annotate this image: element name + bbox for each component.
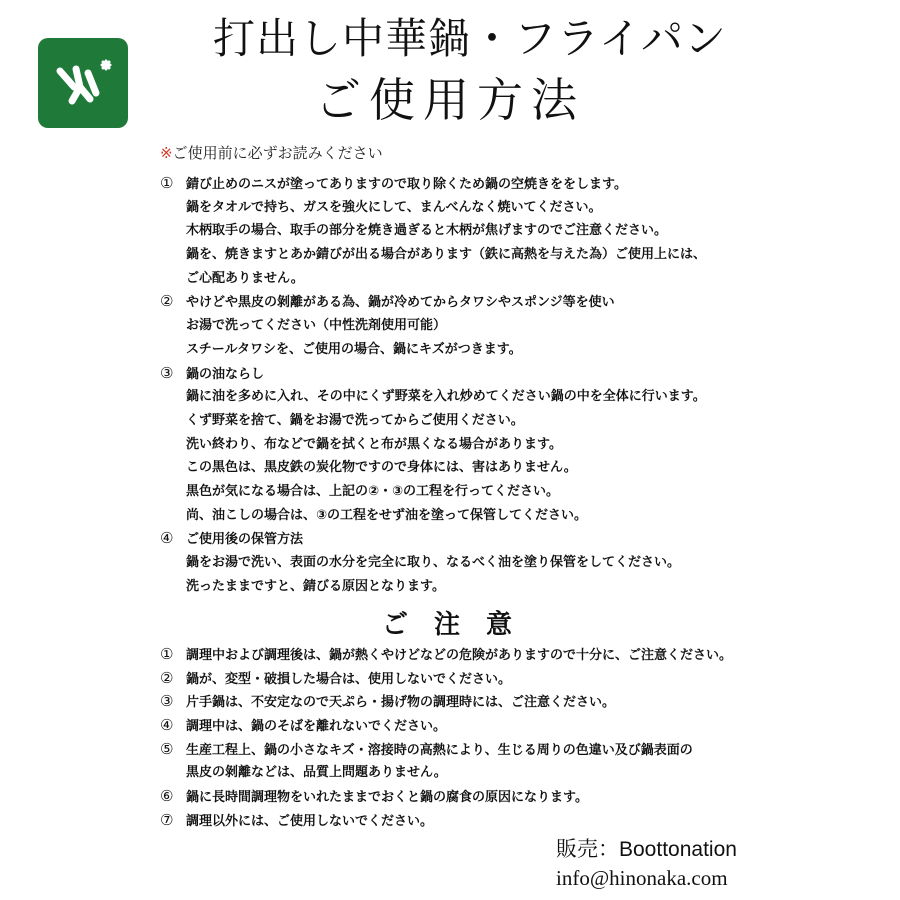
usage-item-line: 鍋の油ならし [186, 366, 265, 382]
caution-item-line: 調理以外には、ご使用しないでください。 [186, 813, 434, 829]
usage-item-continuation [160, 409, 860, 433]
caution-heading: ご注意 [381, 610, 538, 640]
caution-item [160, 643, 860, 667]
seller-info [556, 836, 737, 892]
usage-item [160, 527, 860, 551]
usage-item-number: ③ [160, 363, 174, 382]
usage-item-line: 鍋をタオルで持ち、ガスを強火にして、まんべんなく焼いてください。 [186, 199, 602, 215]
usage-item-continuation [160, 243, 860, 267]
caution-item-number: ⑦ [160, 810, 174, 829]
usage-item-number: ② [160, 292, 174, 311]
usage-item-continuation [160, 456, 860, 480]
seller-label: 販売：Boottonation [556, 838, 737, 861]
usage-item-continuation [160, 504, 860, 528]
caution-item-number: ② [160, 668, 174, 687]
caution-item-number: ⑥ [160, 787, 174, 806]
usage-item [160, 290, 860, 314]
caution-item-number: ④ [160, 716, 174, 735]
usage-item-line: 木柄取手の場合、取手の部分を焼き過ぎると木柄が焦げますのでご注意ください。 [186, 223, 668, 239]
notice-mark: ※ [160, 144, 173, 162]
caution-item-number: ① [160, 645, 174, 663]
usage-item-line: ご使用後の保管方法 [186, 532, 304, 548]
caution-item-number: ③ [160, 692, 174, 711]
caution-item [160, 667, 860, 691]
caution-item-continuation [160, 761, 860, 785]
caution-item [160, 785, 860, 809]
usage-item-continuation [160, 480, 860, 504]
caution-item-line: 生産工程上、鍋の小さなキズ・溶接時の高熱により、生じる周りの色違い及び鍋表面の [186, 742, 693, 758]
caution-item-line: 鍋が、変型・破損した場合は、使用しないでください。 [186, 671, 512, 687]
caution-list [160, 643, 860, 833]
usage-item-line: 鍋をお湯で洗い、表面の水分を完全に取り、なるべく油を塗り保管をしてください。 [186, 555, 681, 570]
usage-item-line: ご心配ありません。 [186, 270, 304, 286]
usage-item-line: 鍋に油を多めに入れ、その中にくず野菜を入れ炒めてください鍋の中を全体に行います。 [186, 389, 706, 405]
usage-item-line: 洗ったままですと、錆びる原因となります。 [186, 578, 445, 594]
usage-item [160, 362, 860, 386]
usage-item-continuation [160, 551, 860, 575]
usage-item-continuation [160, 219, 860, 243]
usage-instructions [160, 172, 860, 598]
usage-item-line: この黒色は、黒皮鉄の炭化物ですので身体には、害はありません。 [186, 460, 577, 476]
caution-item [160, 690, 860, 714]
usage-item-continuation [160, 267, 860, 291]
caution-item-number: ⑤ [160, 739, 174, 758]
usage-item [160, 172, 860, 196]
usage-item-line: スチールタワシを、ご使用の場合、鍋にキズがつきます。 [186, 341, 522, 357]
caution-item-line: 鍋に長時間調理物をいれたままでおくと鍋の腐食の原因になります。 [186, 790, 588, 806]
usage-item-line: 尚、油こしの場合は、③の工程をせず油を塗って保管してください。 [186, 507, 588, 523]
seller-email: info@hinonaka.com [556, 866, 728, 890]
usage-item-line: 鍋を、焼きますとあか錆びが出る場合があります（鉄に高熱を与えた為）ご使用上には、 [186, 247, 707, 263]
usage-item-line: くず野菜を捨て、鍋をお湯で洗ってからご使用ください。 [186, 412, 524, 428]
usage-item-line: 錆び止めのニスが塗ってありますので取り除くため鍋の空焼きををします。 [186, 177, 627, 192]
caution-item [160, 809, 860, 833]
read-notice [160, 142, 383, 163]
usage-item-number: ① [160, 174, 174, 192]
usage-item-continuation [160, 575, 860, 599]
usage-item-line: お湯で洗ってください（中性洗剤使用可能） [186, 318, 447, 334]
usage-item-continuation [160, 433, 860, 457]
usage-item-line: 洗い終わり、布などで鍋を拭くと布が黒くなる場合があります。 [186, 436, 562, 452]
usage-item-continuation [160, 196, 860, 220]
notice-text: ご使用前に必ずお読みください [172, 144, 383, 162]
caution-item [160, 714, 860, 738]
usage-item-continuation [160, 314, 860, 338]
usage-item-continuation [160, 385, 860, 409]
usage-item-line: 黒色が気になる場合は、上記の②・③の工程を行ってください。 [186, 483, 560, 499]
caution-item-line: 片手鍋は、不安定なので天ぷら・揚げ物の調理時には、ご注意ください。 [186, 695, 616, 711]
usage-item-number: ④ [160, 529, 174, 548]
caution-item-line: 黒皮の剝離などは、品質上問題ありません。 [186, 765, 447, 781]
page-subtitle: ご使用方法 [315, 73, 585, 127]
caution-item-line: 調理中は、鍋のそばを離れないでください。 [186, 719, 447, 735]
caution-item [160, 738, 860, 762]
caution-item-line: 調理中および調理後は、鍋が熱くやけどなどの危険がありますので十分に、ご注意ください。 [186, 648, 733, 663]
page-title: 打出し中華鍋・フライパン [213, 14, 727, 63]
usage-item-line: やけどや黒皮の剝離がある為、鍋が冷めてからタワシやスポンジ等を使い [186, 295, 615, 311]
usage-item-continuation [160, 338, 860, 362]
